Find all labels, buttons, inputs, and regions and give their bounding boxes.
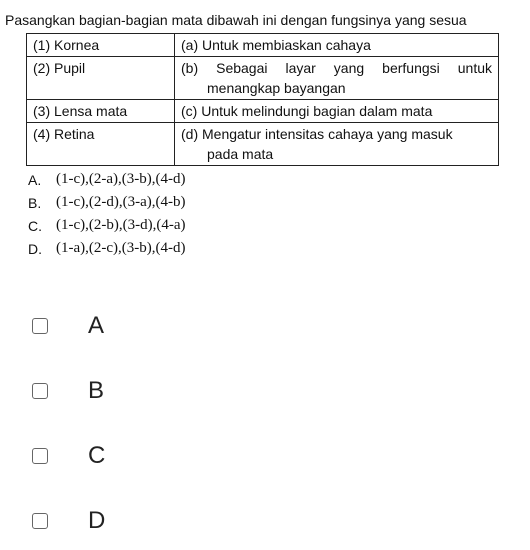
checkbox-d[interactable] [32, 513, 48, 529]
checkbox-a[interactable] [32, 318, 48, 334]
eye-part-cell: (3) Lensa mata [27, 100, 175, 123]
choice-label-b: B [88, 377, 105, 404]
eye-part-cell: (2) Pupil [27, 57, 175, 100]
answer-option-c: C. (1-c),(2-b),(3-d),(4-a) [28, 217, 186, 234]
matching-table [26, 33, 499, 166]
checkbox-c[interactable] [32, 448, 48, 464]
choice-label-a: A [88, 312, 105, 339]
question-text: Pasangkan bagian-bagian mata dibawah ini dengan fungsinya yang sesua [5, 12, 467, 28]
answer-option-a: A. (1-c),(2-a),(3-b),(4-d) [28, 171, 186, 188]
choice-c[interactable] [32, 442, 105, 470]
function-cell: (b) Sebagai layar yang berfungsi untuk menangkap bayangan [175, 57, 499, 100]
choice-label-d: D [88, 507, 106, 534]
eye-part-cell: (4) Retina [27, 123, 175, 166]
choice-d[interactable] [32, 507, 105, 535]
answer-option-d: D. (1-a),(2-c),(3-b),(4-d) [28, 240, 186, 257]
table-row [27, 123, 499, 166]
function-cell: (c) Untuk melindungi bagian dalam mata [175, 100, 499, 123]
choice-b[interactable] [32, 377, 104, 405]
table-row [27, 57, 499, 100]
answer-option-b: B. (1-c),(2-d),(3-a),(4-b) [28, 194, 186, 211]
eye-part-cell: (1) Kornea [27, 34, 175, 57]
table-row [27, 100, 499, 123]
choice-label-c: C [88, 442, 106, 469]
table-row [27, 34, 499, 57]
choice-a[interactable] [32, 312, 104, 340]
function-cell: (d) Mengatur intensitas cahaya yang masuk pada mata [175, 123, 499, 166]
function-cell: (a) Untuk membiaskan cahaya [175, 34, 499, 57]
checkbox-b[interactable] [32, 383, 48, 399]
answer-options-list [28, 168, 186, 260]
